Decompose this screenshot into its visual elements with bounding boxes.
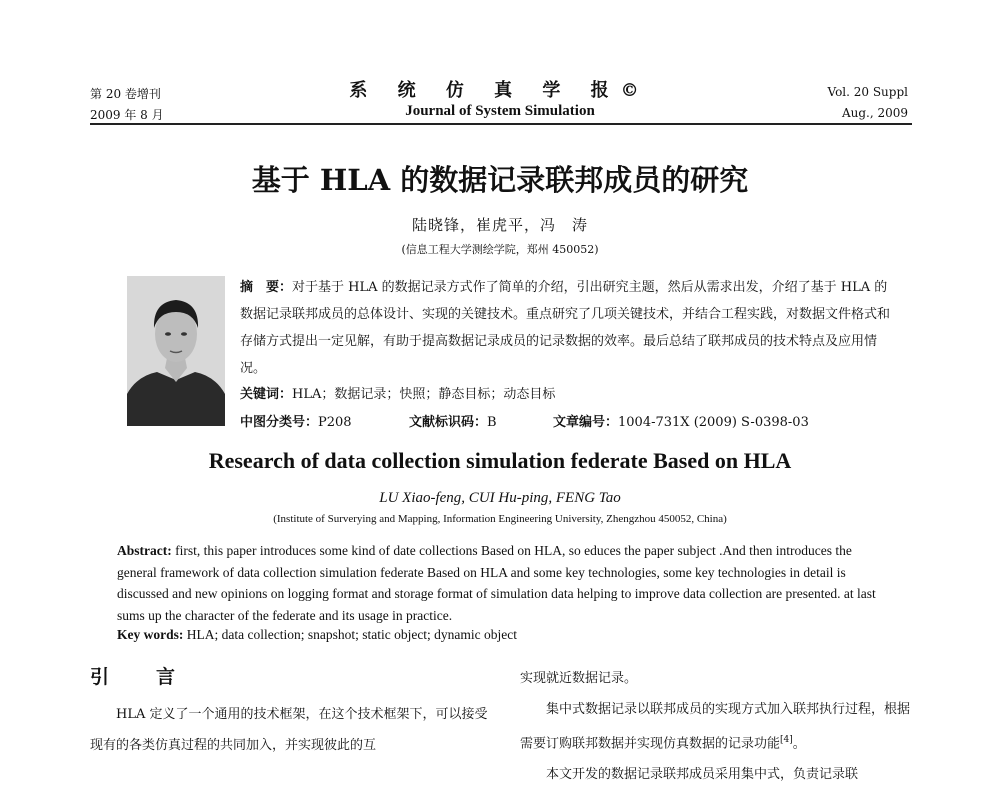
- right-paragraph-3: 本文开发的数据记录联邦成员采用集中式，负责记录联: [546, 767, 859, 783]
- article-number: [553, 411, 809, 430]
- paper-title-cn: 基于 HLA 的数据记录联邦成员的研究: [251, 163, 749, 197]
- right-line-1: 实现就近数据记录。: [520, 671, 638, 686]
- keywords-en: [117, 627, 887, 643]
- authors-en: LU Xiao-feng, CUI Hu-ping, FENG Tao: [379, 490, 621, 506]
- abstract-cn: [240, 274, 890, 382]
- doc-code-label: 文献标识码：: [409, 415, 488, 430]
- abstract-en-label: Abstract:: [117, 543, 172, 558]
- abstract-en: [117, 540, 887, 626]
- keywords-cn-label: 关键词：: [240, 387, 293, 402]
- intro-paragraph: HLA 定义了一个通用的技术框架，在这个技术框架下，可以接受现有的各类仿真过程的共同加入，并实现彼此的互: [90, 707, 488, 753]
- affiliation-en: (Institute of Surverying and Mapping, Information Engineering University, Zhengzhou 450052, China): [273, 513, 727, 525]
- section-heading-introduction: 引 言: [90, 666, 190, 688]
- right-paragraph-2-text: 集中式数据记录以联邦成员的实现方式加入联邦执行过程，根据需要订购联邦数据并实现仿真数据的记录功能: [520, 702, 911, 752]
- abstract-cn-label: 摘 要：: [240, 280, 293, 295]
- affiliation-cn: (信息工程大学测绘学院，郑州 450052): [401, 243, 599, 256]
- article-number-value: 1004-731X (2009) S-0398-03: [618, 415, 809, 430]
- abstract-en-text: first, this paper introduces some kind of date collections Based on HLA, so educes the paper subject .And then introduces the general framework of data collection simulation federate Based on HLA and some key technologies, some key technologies in detail is discussed and new opinions on logging format and storage format of simulation data helping to improve data collection are presented. at last sums up the character of the federate and its usage in practice.: [117, 543, 876, 623]
- article-number-label: 文章编号：: [553, 415, 619, 430]
- volume-cn: 第 20 卷增刊: [90, 87, 161, 101]
- header-rule: [90, 123, 912, 125]
- reference-marker: [4]: [780, 735, 793, 745]
- keywords-cn: [240, 383, 555, 402]
- clc-number: [240, 411, 352, 430]
- keywords-en-label: Key words:: [117, 627, 184, 642]
- journal-name-en: Journal of System Simulation: [405, 103, 595, 119]
- date-en: Aug., 2009: [841, 106, 908, 120]
- right-paragraph-2-end: 。: [792, 736, 806, 752]
- volume-en: Vol. 20 Suppl: [827, 85, 908, 99]
- journal-name-cn: 系 统 仿 真 学 报©: [349, 80, 651, 101]
- abstract-cn-text: 对于基于 HLA 的数据记录方式作了简单的介绍，引出研究主题，然后从需求出发，介绍了基于 HLA 的数据记录联邦成员的总体设计、实现的关键技术。重点研究了几项关键技术，并结合工程实践，对数据文件格式和存储方式提出一定见解，有助于提高数据记录成员的记录数据的效率。最后总结了联邦成员的技术特点及应用情况。: [240, 280, 891, 376]
- date-cn: 2009 年 8 月: [90, 108, 164, 122]
- body-column-left: [90, 699, 495, 761]
- body-column-right: [520, 663, 915, 790]
- keywords-cn-text: HLA；数据记录；快照；静态目标；动态目标: [292, 387, 556, 402]
- doc-code-value: B: [487, 415, 497, 430]
- clc-label: 中图分类号：: [240, 415, 319, 430]
- authors-cn: 陆晓锋，崔虎平，冯 涛: [411, 216, 588, 234]
- paper-title-en: Research of data collection simulation federate Based on HLA: [208, 448, 792, 473]
- author-photo: [127, 276, 225, 426]
- document-code: [409, 411, 497, 430]
- keywords-en-text: HLA; data collection; snapshot; static object; dynamic object: [183, 627, 518, 642]
- right-paragraph-2: [520, 694, 915, 759]
- clc-value: P208: [318, 415, 352, 430]
